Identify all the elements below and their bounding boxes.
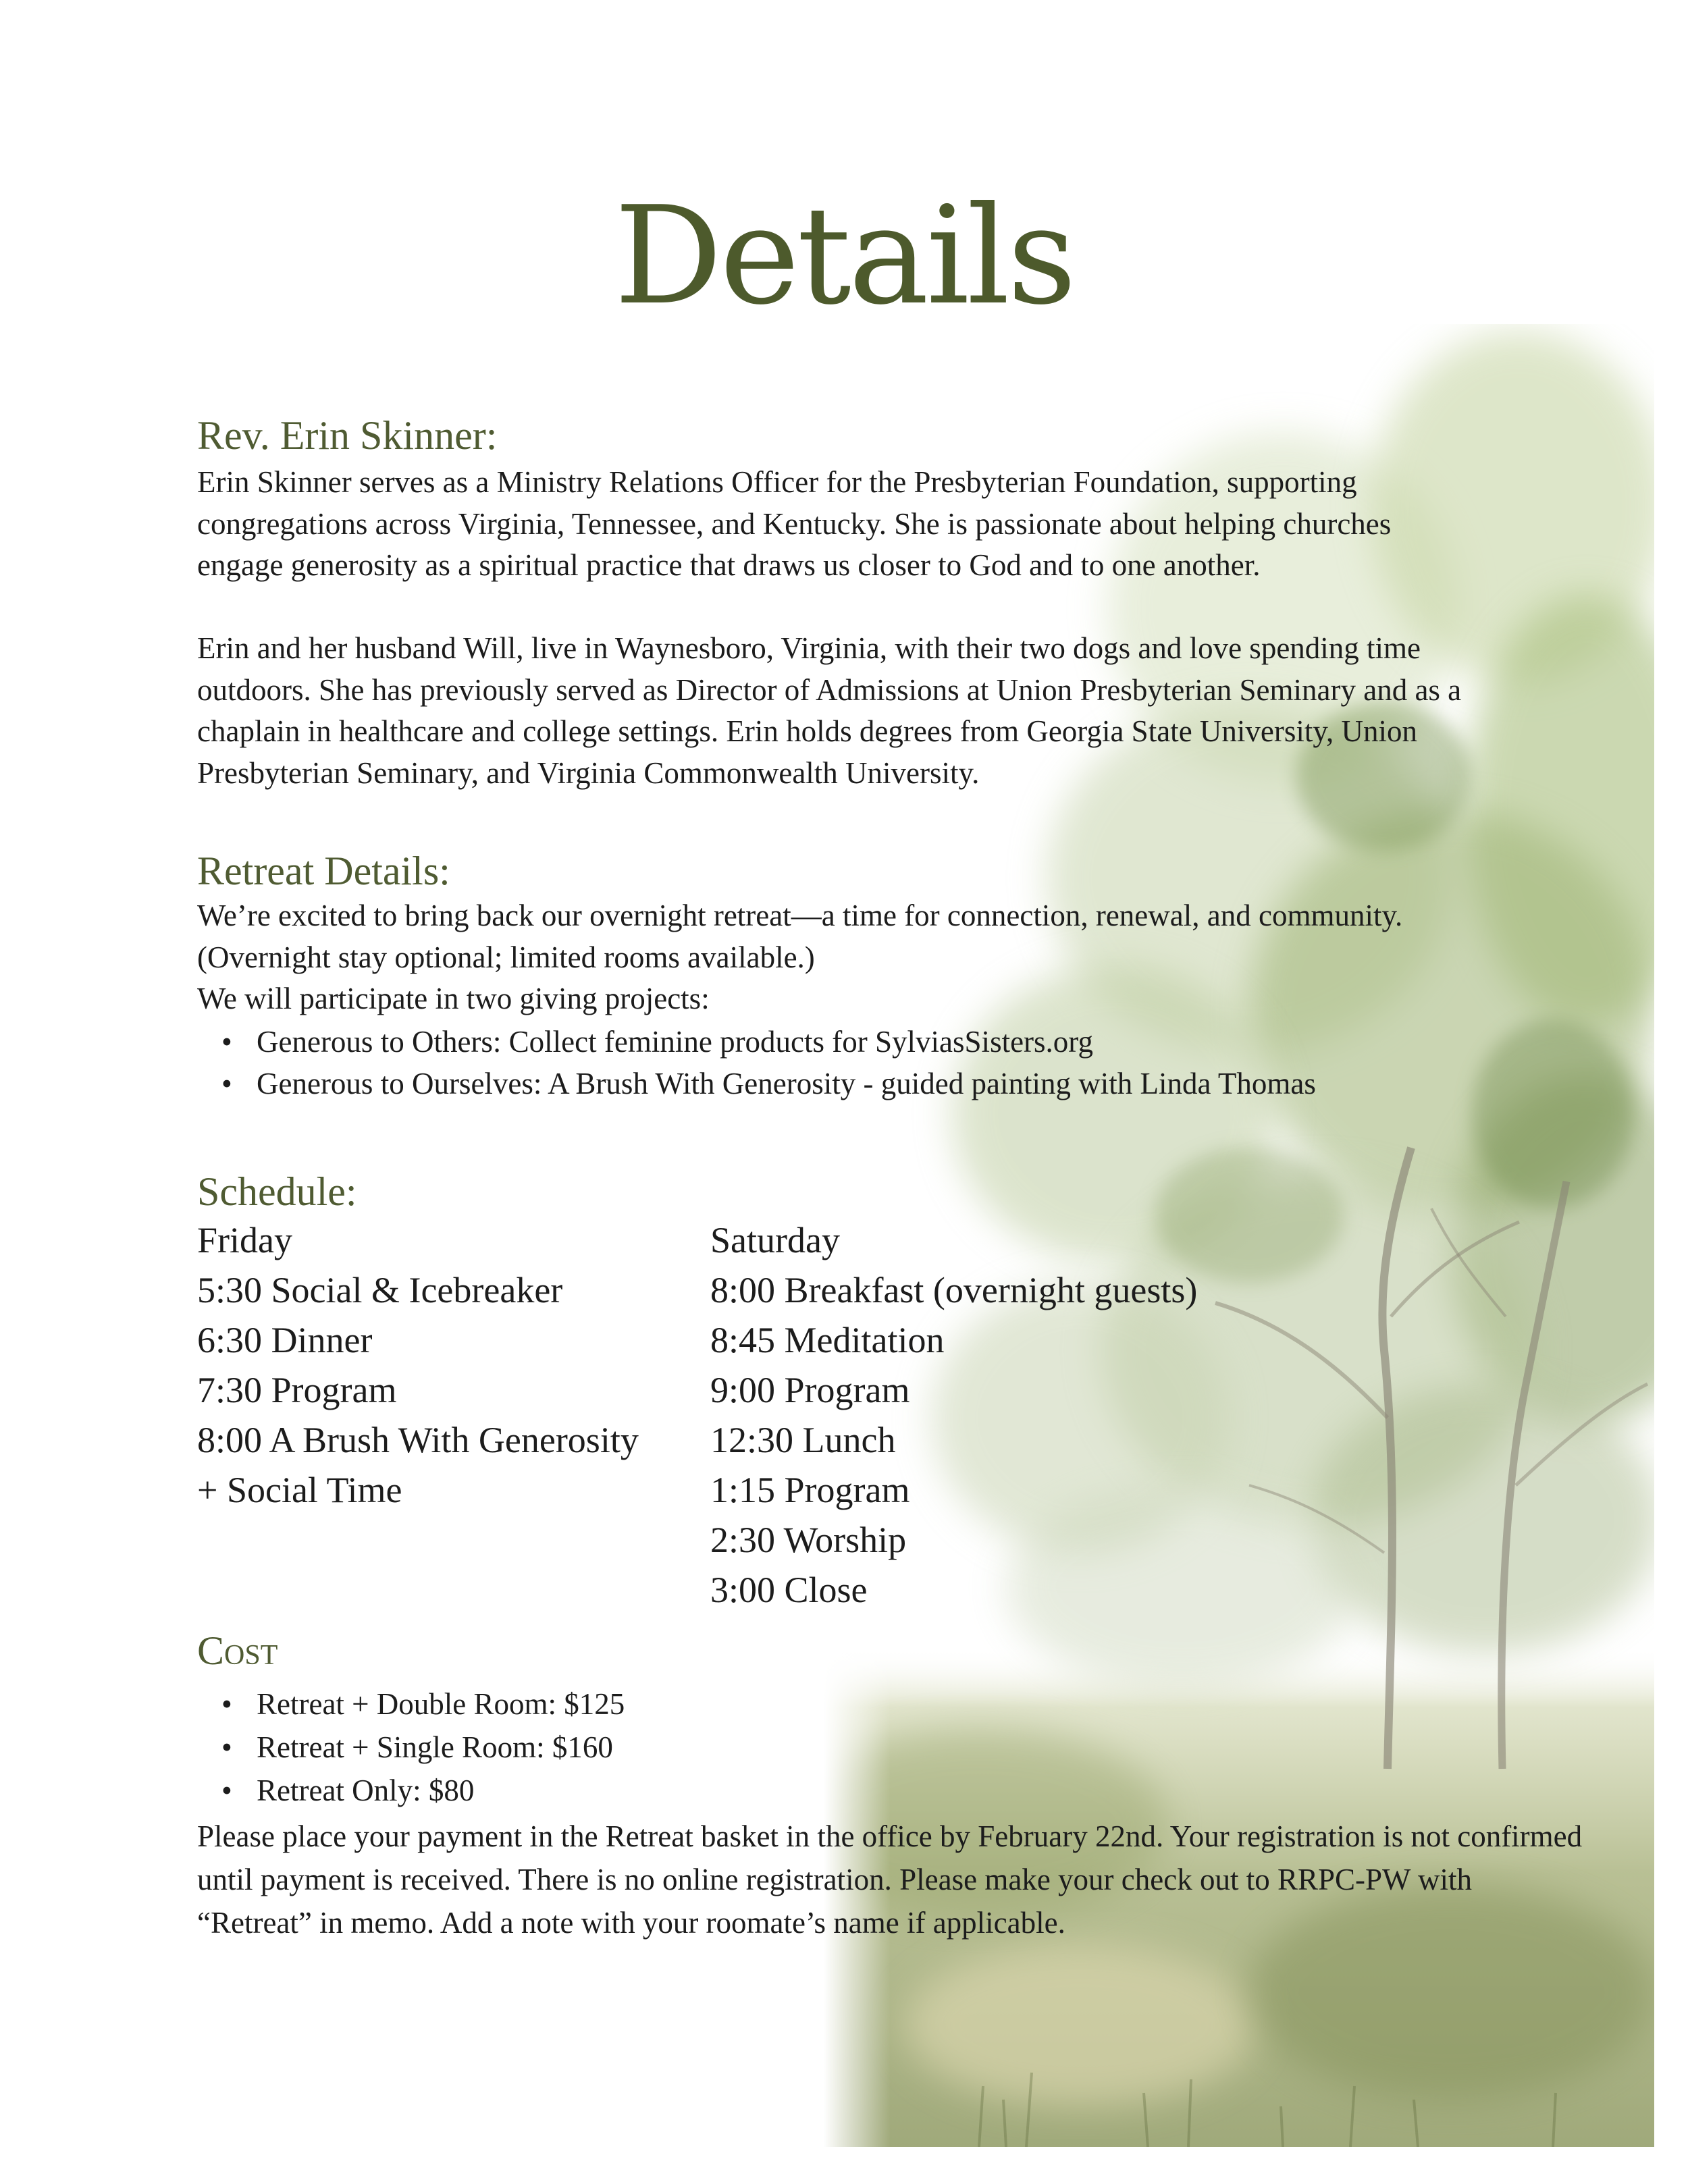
list-item: • Retreat + Single Room: $160: [197, 1726, 1534, 1769]
giving-projects-list: [197, 1021, 1534, 1104]
schedule-item: 7:30 Program: [197, 1370, 397, 1410]
schedule-item: 6:30 Dinner: [197, 1320, 373, 1360]
payment-note: [197, 1815, 1669, 1944]
speaker-heading: Rev. Erin Skinner:: [197, 413, 498, 458]
retreat-intro: [197, 895, 1534, 1020]
list-item: • Retreat Only: $80: [197, 1769, 1534, 1812]
bio-line: Erin Skinner serves as a Ministry Relations Officer for the Presbyterian Foundation, supporting: [197, 465, 1357, 499]
payment-note-line: until payment is received. There is no online registration. Please make your check out to RRPC-PW with: [197, 1863, 1472, 1896]
friday-label: Friday: [197, 1220, 292, 1260]
saturday-label: Saturday: [710, 1220, 840, 1260]
speaker-bio-paragraph-1: [197, 462, 1534, 587]
schedule-item: 5:30 Social & Icebreaker: [197, 1270, 563, 1310]
page-title: Details: [614, 178, 1074, 335]
retreat-intro-line: We’re excited to bring back our overnight retreat—a time for connection, renewal, and community.: [197, 899, 1403, 932]
retreat-intro-line: We will participate in two giving projects:: [197, 982, 710, 1015]
schedule-heading: Schedule:: [197, 1169, 357, 1214]
schedule-item: 12:30 Lunch: [710, 1420, 896, 1460]
list-item: • Generous to Others: Collect feminine products for SylviasSisters.org: [197, 1021, 1534, 1063]
schedule-item: 8:45 Meditation: [710, 1320, 945, 1360]
schedule-item: 8:00 A Brush With Generosity: [197, 1420, 639, 1460]
schedule-item: 9:00 Program: [710, 1370, 910, 1410]
list-item: • Retreat + Double Room: $125: [197, 1682, 1534, 1726]
schedule-item: 8:00 Breakfast (overnight guests): [710, 1270, 1198, 1310]
payment-note-line: “Retreat” in memo. Add a note with your roomate’s name if applicable.: [197, 1906, 1065, 1940]
schedule-item: + Social Time: [197, 1470, 402, 1510]
bio-line: Presbyterian Seminary, and Virginia Commonwealth University.: [197, 755, 980, 790]
bio-line: outdoors. She has previously served as Director of Admissions at Union Presbyterian Seminary and as a: [197, 672, 1462, 707]
schedule-saturday: [710, 1215, 1197, 1615]
retreat-heading: Retreat Details:: [197, 849, 450, 893]
bio-line: engage generosity as a spiritual practice that draws us closer to God and to one another.: [197, 548, 1261, 582]
retreat-intro-line: (Overnight stay optional; limited rooms available.): [197, 940, 815, 974]
schedule-friday: [197, 1215, 639, 1515]
schedule-item: 3:00 Close: [710, 1570, 868, 1610]
list-item: • Generous to Ourselves: A Brush With Generosity - guided painting with Linda Thomas: [197, 1063, 1534, 1104]
speaker-bio-paragraph-2: [197, 628, 1534, 794]
bio-line: Erin and her husband Will, live in Waynesboro, Virginia, with their two dogs and love spending time: [197, 631, 1421, 665]
schedule-item: 2:30 Worship: [710, 1520, 907, 1560]
cost-options-list: [197, 1682, 1534, 1812]
cost-heading: Cost: [197, 1628, 278, 1673]
bio-line: congregations across Virginia, Tennessee, and Kentucky. She is passionate about helping churches: [197, 506, 1392, 541]
payment-note-line: Please place your payment in the Retreat basket in the office by February 22nd. Your registration is not confirmed: [197, 1819, 1583, 1853]
bio-line: chaplain in healthcare and college settings. Erin holds degrees from Georgia State University, Union: [197, 714, 1417, 748]
schedule-item: 1:15 Program: [710, 1470, 910, 1510]
